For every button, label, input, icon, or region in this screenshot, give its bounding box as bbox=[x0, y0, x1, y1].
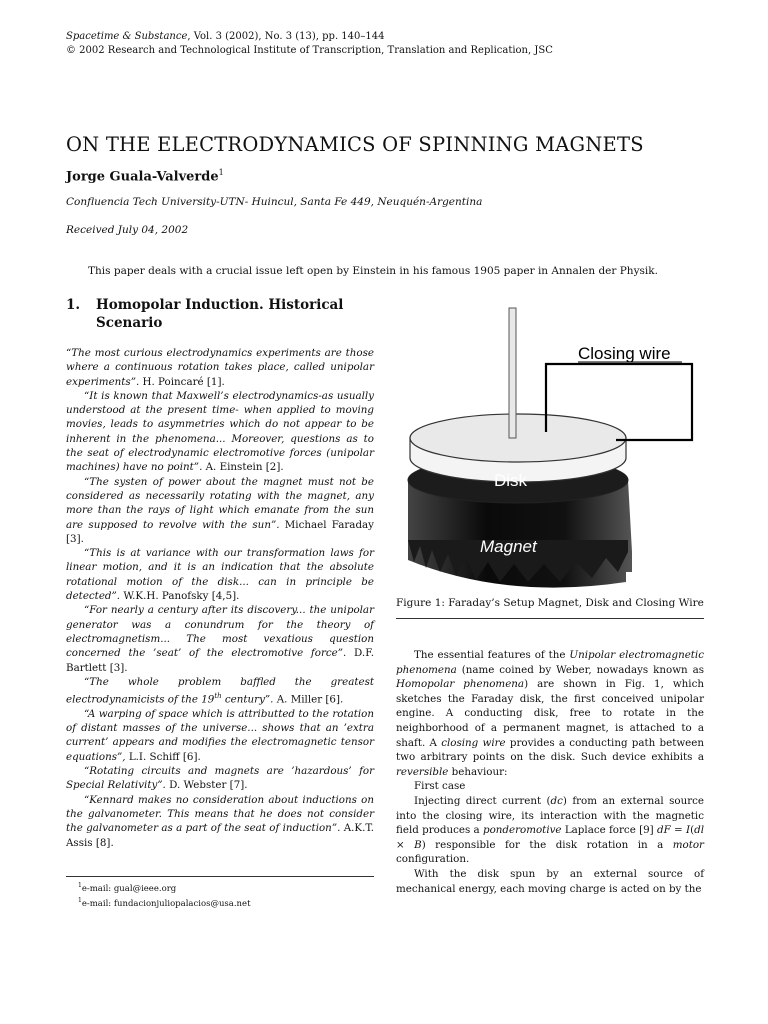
quote-paragraph bbox=[66, 707, 374, 764]
quote-source: W.K.H. Panofsky [4,5]. bbox=[120, 590, 240, 603]
section-title: Homopolar Induction. Historical Scenario bbox=[96, 297, 344, 331]
affiliation: Confluencia Tech University-UTN- Huincul, Santa Fe 449, Neuquén-Argentina bbox=[66, 196, 483, 208]
body-paragraph: First case bbox=[414, 780, 466, 793]
body-paragraph bbox=[396, 648, 704, 779]
quote-text: “The most curious electrodynamics experiments are those where a continuous rotation takes place, called unipolar experiments”. bbox=[66, 347, 374, 388]
footnote-mark: 1 bbox=[78, 882, 82, 889]
math-run: dl bbox=[694, 824, 704, 837]
quote-text: “This is at variance with our transformation laws for linear motion, and it is an indication that the absolute rotational motion of the disk... can in principle be detected”. bbox=[66, 547, 374, 603]
quote-source: D. Webster [7]. bbox=[165, 779, 248, 792]
paper-title: ON THE ELECTRODYNAMICS OF SPINNING MAGNETS bbox=[66, 133, 644, 156]
text-run: (name coined by Weber, nowadays known as bbox=[456, 663, 704, 676]
body-paragraph bbox=[396, 794, 704, 867]
text-run: behaviour: bbox=[448, 765, 508, 778]
left-column bbox=[66, 296, 374, 850]
quotes-list bbox=[66, 346, 374, 850]
figure-drawing bbox=[396, 300, 708, 600]
author-name: Jorge Guala-Valverde bbox=[66, 169, 219, 185]
quote-paragraph bbox=[66, 475, 374, 546]
text-run: Injecting direct current ( bbox=[414, 794, 551, 807]
shaft bbox=[509, 308, 516, 438]
text-run: configuration. bbox=[396, 853, 470, 866]
body-paragraph: With the disk spun by an external source of mechanical energy, each moving charge is acted on by the bbox=[396, 867, 704, 895]
quote-paragraph bbox=[66, 764, 374, 793]
figure-faraday-setup bbox=[396, 300, 708, 600]
label-disk: Disk bbox=[494, 471, 528, 490]
footnote bbox=[66, 895, 374, 910]
text-run: Homopolar phenomena bbox=[396, 678, 525, 691]
text-run: ) are shown in Fig. 1, which sketches the Faraday disk, the first conceived unipolar engine. A conducting disk, free to rotate in the neighborhood of a permanent magnet, is attached to a shaft. A bbox=[396, 678, 705, 749]
quote-text: “A warping of space which is attributted to the rotation of distant masses of the universe... shows that an ’extra current’ appears and modifies the electromagnetic tensor equations”, bbox=[66, 707, 374, 763]
footnote-text: e-mail: fundacionjuliopalacios@usa.net bbox=[81, 898, 251, 909]
quote-paragraph bbox=[66, 346, 374, 389]
copyright-line: © 2002 Research and Technological Institute of Transcription, Translation and Replication, JSC bbox=[66, 45, 553, 56]
quote-text: “Kennard makes no consideration about inductions on the galvanometer. This means that he does not consider the galvanometer as a part of the seat of induction”. bbox=[66, 793, 374, 835]
footnote-text: e-mail: gual@ieee.org bbox=[81, 883, 177, 894]
text-run: Unipolar electromagnetic phenomena bbox=[396, 649, 704, 676]
quote-text-end: century”. bbox=[221, 693, 274, 706]
quote-text: “Rotating circuits and magnets are ’hazardous’ for Special Relativity”. bbox=[66, 765, 374, 792]
quote-paragraph bbox=[66, 675, 374, 707]
disk-top bbox=[410, 414, 626, 462]
text-run: ponderomotive bbox=[482, 824, 562, 837]
journal-name: Spacetime & Substance bbox=[66, 31, 188, 42]
text-run: ) from an external source into the closing wire, its interaction with the magnetic field produces a bbox=[396, 794, 705, 837]
text-run: The essential features of the bbox=[414, 649, 570, 661]
text-run: reversible bbox=[396, 765, 449, 778]
text-run: closing wire bbox=[441, 736, 506, 749]
quote-source: A.K.T. Assis [8]. bbox=[66, 822, 375, 849]
journal-header bbox=[66, 30, 553, 58]
footnotes bbox=[66, 876, 374, 910]
author bbox=[66, 168, 224, 184]
quote-text: “The whole problem baffled the greatest electrodynamicists of the 19 bbox=[66, 675, 374, 706]
journal-citation bbox=[66, 30, 553, 44]
journal-volume: , Vol. 3 (2002), No. 3 (13), pp. 140–144 bbox=[187, 31, 385, 42]
figure-rule bbox=[396, 618, 704, 619]
figure-caption: Figure 1: Faraday’s Setup Magnet, Disk and Closing Wire bbox=[396, 597, 704, 609]
quote-source: A. Miller [6]. bbox=[273, 693, 344, 706]
quote-paragraph bbox=[66, 603, 374, 674]
quote-source: L.I. Schiff [6]. bbox=[125, 750, 201, 763]
section-heading bbox=[66, 296, 374, 332]
quote-source: H. Poincaré [1]. bbox=[139, 375, 225, 388]
math-run: × bbox=[396, 838, 415, 851]
quote-source: D.F. Bartlett [3]. bbox=[66, 647, 375, 674]
text-run: ) responsible for the disk rotation in a bbox=[421, 838, 673, 851]
abstract: This paper deals with a crucial issue left open by Einstein in his famous 1905 paper in Annalen der Physik. bbox=[88, 265, 658, 277]
quote-source: A. Einstein [2]. bbox=[202, 461, 284, 474]
author-footnote-mark: 1 bbox=[218, 168, 224, 177]
quote-source: Michael Faraday [3]. bbox=[66, 518, 374, 545]
quote-superscript: th bbox=[214, 692, 222, 701]
quote-paragraph bbox=[66, 546, 374, 603]
received-date: Received July 04, 2002 bbox=[66, 224, 189, 236]
quote-paragraph bbox=[66, 389, 374, 475]
math-run: I bbox=[686, 824, 691, 837]
quote-text: “For nearly a century after its discovery... the unipolar generator was a conundrum for the theory of electromagnetism... The most vexatious question concerned the ’seat’ of the electromotive force”. bbox=[66, 604, 374, 660]
quote-text: “The systen of power about the magnet must not be considered as necessarily rotating with the magnet, any more than the rays of light which emanate from the sun are supposed to revolve with the sun”. bbox=[66, 475, 374, 531]
section-number: 1. bbox=[66, 297, 81, 313]
text-run: Laplace force [9] bbox=[561, 824, 657, 837]
text-run: motor bbox=[672, 838, 704, 851]
math-run: dF bbox=[657, 824, 671, 837]
quote-paragraph bbox=[66, 793, 374, 850]
math-run: B bbox=[414, 838, 422, 851]
footnote bbox=[66, 880, 374, 895]
text-run: dc bbox=[550, 794, 563, 807]
footnote-mark: 1 bbox=[78, 896, 82, 904]
quote-text: “It is known that Maxwell’s electrodynamics-as usually understood at the present time- when applied to moving movies, leads to asymmetries which do not appear to be inherent in the phenomena... Moreover, questions as to the seat of electrodynamic electromotive forces (unipolar machines) have no point”. bbox=[66, 389, 374, 474]
right-column bbox=[396, 648, 704, 896]
math-run: = bbox=[670, 824, 686, 837]
text-run: provides a conducting path between two arbitrary points on the disk. Such device exhibits a bbox=[396, 736, 704, 764]
label-magnet: Magnet bbox=[480, 537, 537, 556]
label-closing-wire: Closing wire bbox=[578, 344, 671, 363]
math-run: ( bbox=[690, 824, 695, 837]
